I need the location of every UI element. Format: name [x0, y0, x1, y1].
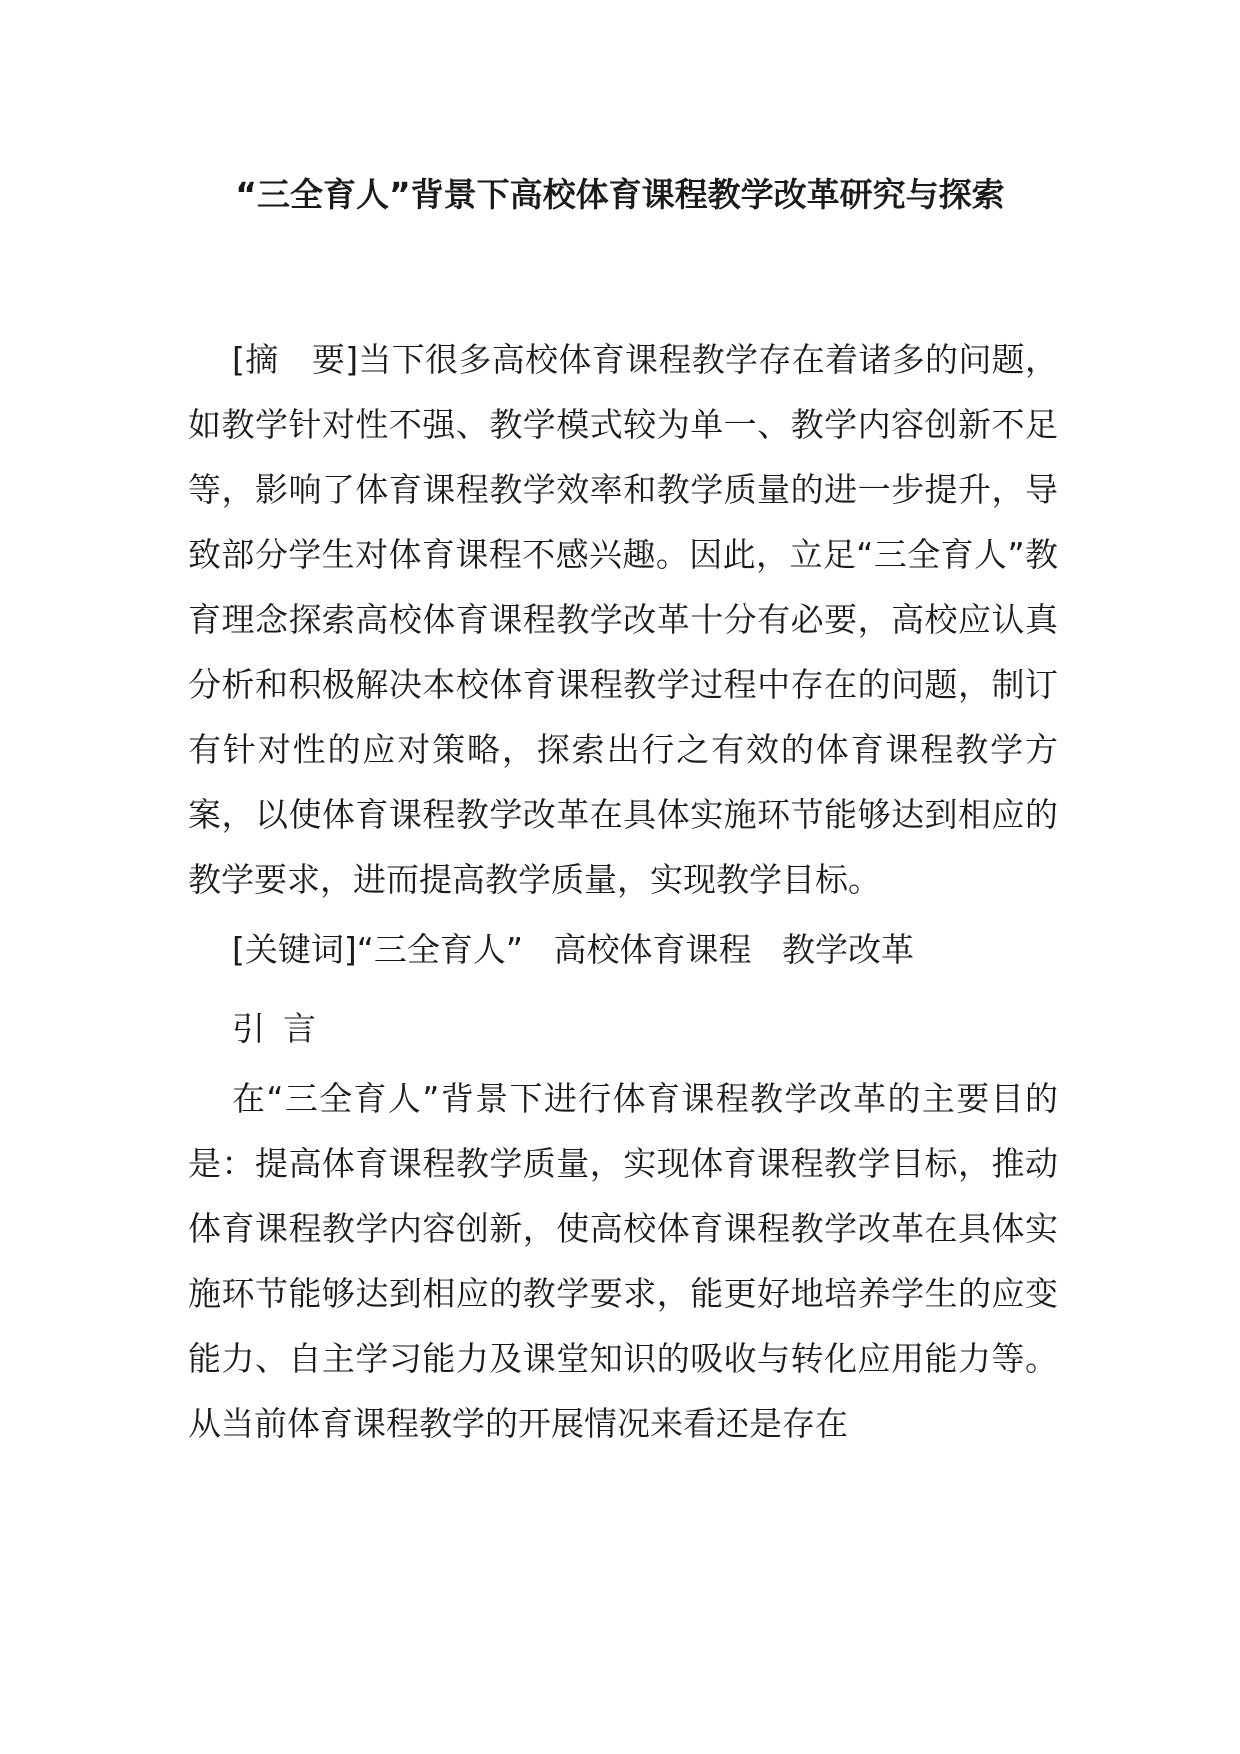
keyword-item: “三全育人”: [356, 930, 523, 969]
intro-paragraph: 在“三全育人”背景下进行体育课程教学改革的主要目的是：提高体育课程教学质量，实现体育课程教学目标，推动体育课程教学内容创新，使高校体育课程教学改革在具体实施环节能够达到相应的教学要求，能更好地培养学生的应变能力、自主学习能力及课堂知识的吸收与转化应用能力等。从当前体育课程教学的开展情况来看还是存在: [188, 1079, 1058, 1443]
keyword-item: 高校体育课程: [553, 930, 752, 969]
keyword-item: 教学改革: [781, 930, 914, 969]
document-title: “三全育人”背景下高校体育课程教学改革研究与探索: [235, 175, 1005, 214]
intro-heading: 引言: [232, 1009, 334, 1048]
keywords-label: [关键词]: [232, 930, 357, 969]
keywords-line: [188, 917, 1058, 982]
abstract-paragraph: [摘 要]当下很多高校体育课程教学存在着诸多的问题，如教学针对性不强、教学模式较为单一、教学内容创新不足等，影响了体育课程教学效率和教学质量的进一步提升，导致部分学生对体育课程不感兴趣。因此，立足“三全育人”教育理念探索高校体育课程教学改革十分有必要，高校应认真分析和积极解决本校体育课程教学过程中存在的问题，制订有针对性的应对策略，探索出行之有效的体育课程教学方案，以使体育课程教学改革在具体实施环节能够达到相应的教学要求，进而提高教学质量，实现教学目标。: [188, 340, 1058, 899]
document-body: [188, 327, 1058, 1456]
